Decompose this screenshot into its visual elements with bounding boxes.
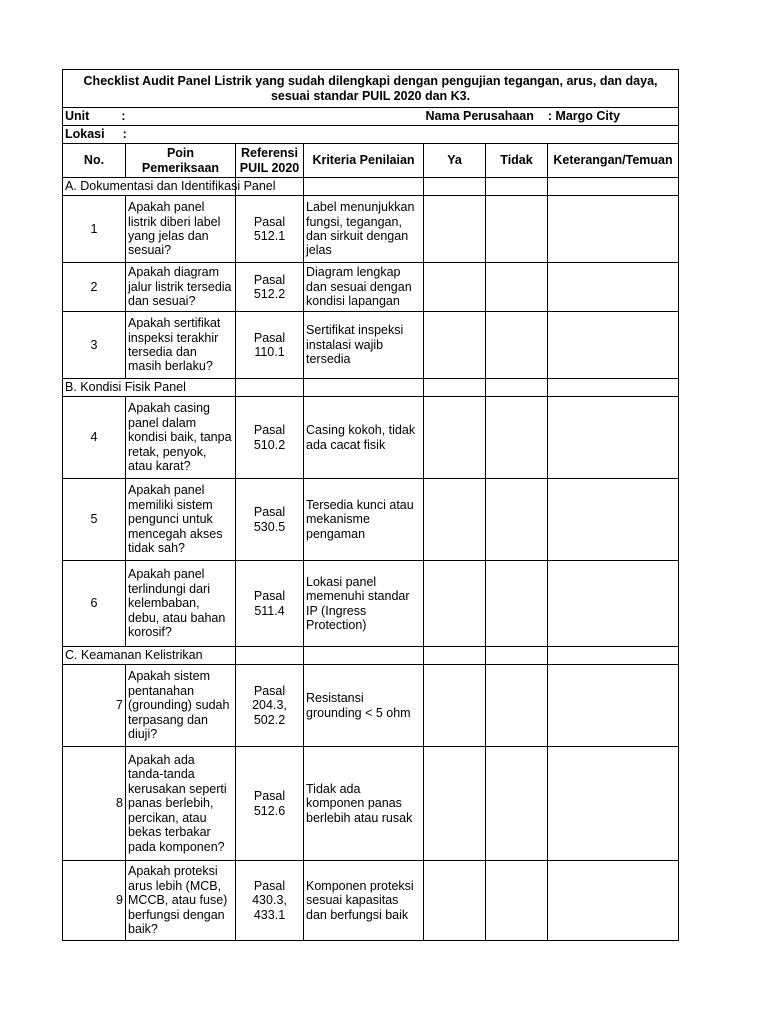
table-row	[63, 397, 679, 479]
table-row	[63, 861, 679, 941]
item-kriteria: Label menunjukkan fungsi, tegangan, dan sirkuit dengan jelas	[304, 196, 424, 263]
item-poin: Apakah panel memiliki sistem pengunci untuk mencegah akses tidak sah?	[126, 479, 236, 561]
perusahaan-cell	[424, 108, 679, 126]
item-ya-cell[interactable]	[424, 747, 486, 861]
item-keterangan-cell[interactable]	[548, 397, 679, 479]
item-poin: Apakah panel terlindungi dari kelembaban, debu, atau bahan korosif?	[126, 561, 236, 647]
section-title: C. Keamanan Kelistrikan	[63, 647, 236, 665]
item-tidak-cell[interactable]	[486, 665, 548, 747]
item-referensi: Pasal 511.4	[236, 561, 304, 647]
lokasi-colon: :	[122, 127, 127, 142]
item-no: 3	[63, 312, 126, 379]
item-ya-cell[interactable]	[424, 397, 486, 479]
table-row	[63, 263, 679, 312]
item-ya-cell[interactable]	[424, 263, 486, 312]
item-keterangan-cell[interactable]	[548, 747, 679, 861]
item-referensi: Pasal 512.1	[236, 196, 304, 263]
item-poin: Apakah panel listrik diberi label yang jelas dan sesuai?	[126, 196, 236, 263]
item-no: 8	[63, 747, 126, 861]
item-referensi: Pasal 430.3, 433.1	[236, 861, 304, 941]
item-tidak-cell[interactable]	[486, 747, 548, 861]
item-tidak-cell[interactable]	[486, 397, 548, 479]
table-row	[63, 665, 679, 747]
unit-colon: :	[121, 109, 126, 124]
section-row	[63, 379, 679, 397]
item-kriteria: Casing kokoh, tidak ada cacat fisik	[304, 397, 424, 479]
title-line-2: sesuai standar PUIL 2020 dan K3.	[270, 88, 471, 103]
perusahaan-value: : Margo City	[547, 109, 621, 124]
section-row	[63, 178, 679, 196]
item-poin: Apakah proteksi arus lebih (MCB, MCCB, atau fuse) berfungsi dengan baik?	[126, 861, 236, 941]
header-tidak: Tidak	[486, 144, 548, 178]
item-kriteria: Diagram lengkap dan sesuai dengan kondisi lapangan	[304, 263, 424, 312]
item-poin: Apakah sistem pentanahan (grounding) sudah terpasang dan diuji?	[126, 665, 236, 747]
item-referensi: Pasal 110.1	[236, 312, 304, 379]
perusahaan-label: Nama Perusahaan	[425, 109, 534, 124]
item-no: 4	[63, 397, 126, 479]
item-tidak-cell[interactable]	[486, 561, 548, 647]
item-ya-cell[interactable]	[424, 312, 486, 379]
item-kriteria: Lokasi panel memenuhi standar IP (Ingress Protection)	[304, 561, 424, 647]
item-no: 1	[63, 196, 126, 263]
item-no: 6	[63, 561, 126, 647]
section-title: A. Dokumentasi dan Identifikasi Panel	[63, 178, 236, 196]
table-row	[63, 196, 679, 263]
item-kriteria: Komponen proteksi sesuai kapasitas dan berfungsi baik	[304, 861, 424, 941]
header-poin: Poin Pemeriksaan	[126, 144, 236, 178]
item-referensi: Pasal 512.6	[236, 747, 304, 861]
title-row	[63, 70, 679, 108]
item-keterangan-cell[interactable]	[548, 561, 679, 647]
lokasi-value	[126, 126, 236, 144]
section-title: B. Kondisi Fisik Panel	[63, 379, 236, 397]
item-ya-cell[interactable]	[424, 561, 486, 647]
item-referensi: Pasal 512.2	[236, 263, 304, 312]
header-referensi: Referensi PUIL 2020	[236, 144, 304, 178]
item-keterangan-cell[interactable]	[548, 263, 679, 312]
item-tidak-cell[interactable]	[486, 861, 548, 941]
item-referensi: Pasal 530.5	[236, 479, 304, 561]
lokasi-row	[63, 126, 679, 144]
item-poin: Apakah diagram jalur listrik tersedia dan sesuai?	[126, 263, 236, 312]
item-poin: Apakah casing panel dalam kondisi baik, tanpa retak, penyok, atau karat?	[126, 397, 236, 479]
item-ya-cell[interactable]	[424, 196, 486, 263]
item-keterangan-cell[interactable]	[548, 479, 679, 561]
header-ya: Ya	[424, 144, 486, 178]
header-kriteria: Kriteria Penilaian	[304, 144, 424, 178]
item-ya-cell[interactable]	[424, 479, 486, 561]
item-keterangan-cell[interactable]	[548, 312, 679, 379]
table-row	[63, 747, 679, 861]
item-tidak-cell[interactable]	[486, 312, 548, 379]
sheet-title	[63, 70, 679, 108]
item-poin: Apakah ada tanda-tanda kerusakan seperti panas berlebih, percikan, atau bekas terbakar pada komponen?	[126, 747, 236, 861]
header-row	[63, 144, 679, 178]
item-referensi: Pasal 510.2	[236, 397, 304, 479]
item-kriteria: Tidak ada komponen panas berlebih atau rusak	[304, 747, 424, 861]
item-no: 2	[63, 263, 126, 312]
item-keterangan-cell[interactable]	[548, 196, 679, 263]
item-tidak-cell[interactable]	[486, 479, 548, 561]
item-ya-cell[interactable]	[424, 861, 486, 941]
unit-value	[126, 108, 236, 126]
table-row	[63, 561, 679, 647]
header-no: No.	[63, 144, 126, 178]
item-keterangan-cell[interactable]	[548, 665, 679, 747]
item-no: 5	[63, 479, 126, 561]
item-referensi: Pasal 204.3, 502.2	[236, 665, 304, 747]
item-tidak-cell[interactable]	[486, 263, 548, 312]
item-kriteria: Tersedia kunci atau mekanisme pengaman	[304, 479, 424, 561]
item-kriteria: Sertifikat inspeksi instalasi wajib tersedia	[304, 312, 424, 379]
table-row	[63, 312, 679, 379]
item-tidak-cell[interactable]	[486, 196, 548, 263]
unit-label: Unit :	[63, 108, 126, 126]
header-keterangan: Keterangan/Temuan	[548, 144, 679, 178]
item-poin: Apakah sertifikat inspeksi terakhir tersedia dan masih berlaku?	[126, 312, 236, 379]
item-no: 7	[63, 665, 126, 747]
item-ya-cell[interactable]	[424, 665, 486, 747]
item-keterangan-cell[interactable]	[548, 861, 679, 941]
audit-checklist-table	[62, 69, 679, 941]
lokasi-label: Lokasi :	[63, 126, 126, 144]
section-row	[63, 647, 679, 665]
item-kriteria: Resistansi grounding < 5 ohm	[304, 665, 424, 747]
unit-row	[63, 108, 679, 126]
title-line-1: Checklist Audit Panel Listrik yang sudah dilengkapi dengan pengujian tegangan, arus, dan daya,	[83, 74, 658, 89]
item-no: 9	[63, 861, 126, 941]
table-row	[63, 479, 679, 561]
